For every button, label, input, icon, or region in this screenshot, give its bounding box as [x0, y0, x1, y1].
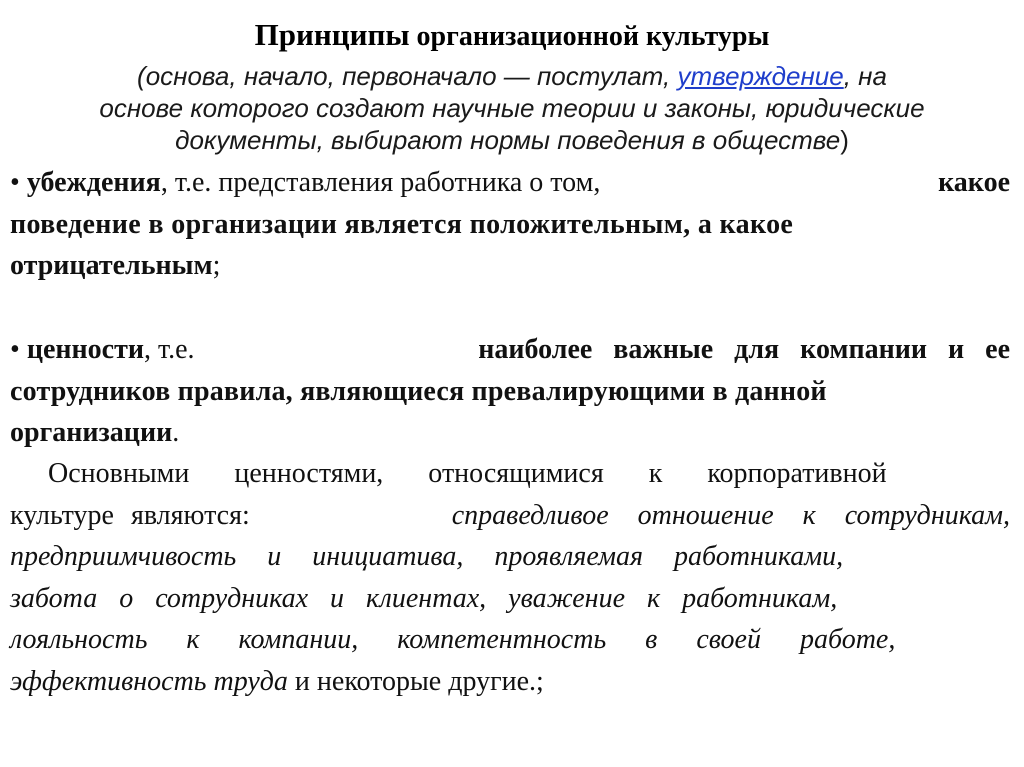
slide-title-rest: организационной культуры [416, 21, 770, 52]
core-values-ending: и некоторые другие.; [294, 665, 544, 697]
principle-beliefs-lead [10, 162, 600, 204]
principle-values-end: . [172, 417, 180, 448]
principle-values-intro: , т.е. [143, 334, 195, 365]
principle-beliefs-emphasis-3: отрицательным [10, 250, 213, 281]
definition-text-1a: (основа, начало, первоначало — постулат, [137, 61, 671, 91]
principle-values-lead [10, 329, 195, 371]
core-values-intro-1: Основными ценностями, относящимися к корпоративной [48, 458, 887, 489]
definition-close-paren: ) [840, 125, 849, 155]
core-value-efficiency: эффективность труда [10, 665, 288, 697]
principle-values-emphasis-3: организации [10, 417, 173, 448]
core-value-fair-treatment: справедливое отношение к сотрудникам, [451, 499, 1010, 531]
core-values-intro-2: культуре являются: [10, 499, 250, 531]
principle-beliefs-end: ; [212, 250, 221, 281]
definition-text-3a: документы, выбирают нормы поведения в обществе [175, 125, 841, 155]
principle-beliefs-emphasis-1: какое [938, 167, 1010, 198]
principle-beliefs-line-2: поведение в организации является положительным, а какое [10, 208, 794, 240]
definition-line-2: основе которого создают научные теории и законы, юридические [99, 93, 925, 123]
principle-values-emphasis-1: наиболее важные для компании и ее [478, 334, 1010, 365]
principle-values-line-2: сотрудников правила, являющиеся превалирующими в данной [10, 375, 827, 407]
principle-term-values: ценности [26, 334, 144, 365]
definition-link[interactable]: утверждение [677, 61, 844, 91]
principle-beliefs-line-1 [10, 162, 1010, 204]
principle-values-line-3 [10, 412, 1010, 454]
slide-title [20, 18, 1004, 54]
definition-text-1b: , на [843, 61, 887, 91]
principle-values-line-1 [10, 329, 1010, 371]
principle-item-values [10, 329, 1010, 454]
bullet-icon: • [10, 167, 20, 198]
principle-beliefs-line-3 [10, 245, 1010, 287]
definition-line-3 [14, 124, 1010, 156]
core-values-line-1 [10, 453, 1010, 495]
core-values-line-6 [10, 661, 1010, 703]
principle-term-beliefs: убеждения [26, 167, 161, 198]
principle-definition [14, 60, 1010, 156]
slide-title-lead: Принципы [254, 17, 410, 52]
core-value-initiative: предприимчивость и инициатива, проявляемая работниками, [10, 541, 844, 572]
principle-beliefs-intro: , т.е. представления работника о том, [160, 167, 601, 198]
definition-line-1 [14, 60, 1010, 92]
core-value-loyalty-competence: лояльность к компании, компетентность в своей работе, [10, 624, 896, 655]
core-values-line-2 [10, 495, 1010, 537]
core-value-care-respect: забота о сотрудниках и клиентах, уважение к работникам, [10, 582, 838, 614]
bullet-icon: • [10, 334, 20, 365]
principle-item-beliefs [10, 162, 1010, 287]
core-values-paragraph [10, 453, 1010, 702]
